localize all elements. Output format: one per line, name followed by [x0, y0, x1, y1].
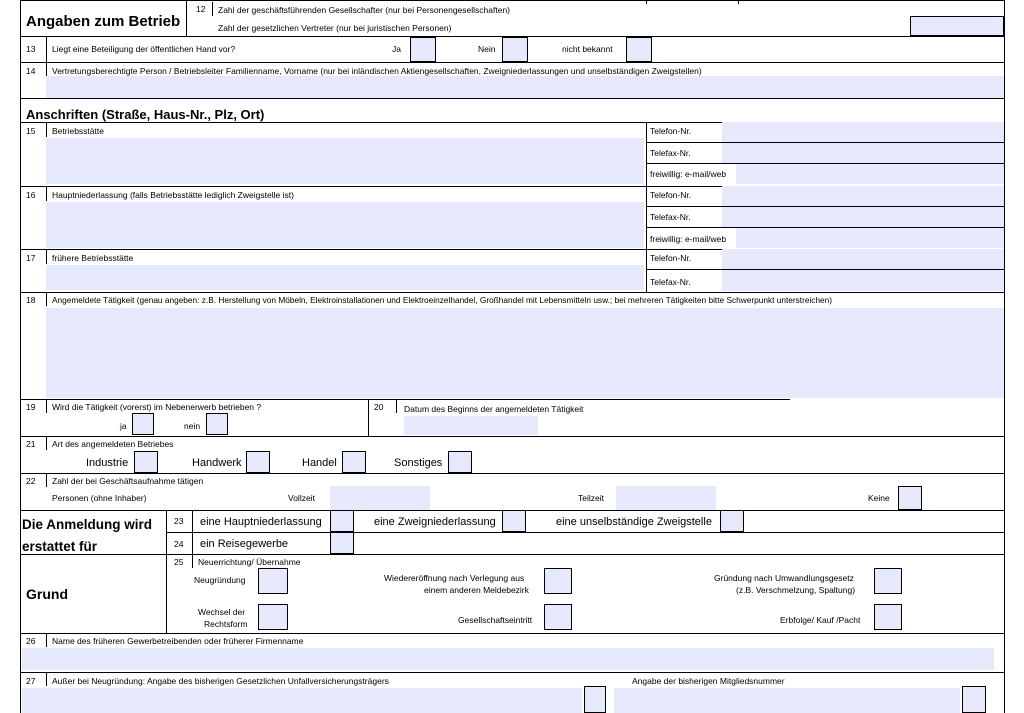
field-number: 24 — [174, 539, 184, 549]
label-22: Zahl der bei Geschäftsaufnahme tätigen — [52, 476, 204, 486]
label-erbfolge: Erbfolge/ Kauf /Pacht — [780, 615, 861, 625]
gesellschaftseintritt-checkbox[interactable] — [544, 604, 572, 630]
row-divider — [20, 554, 1004, 555]
label-telefax: Telefax-Nr. — [650, 277, 691, 287]
betriebsstaette-input[interactable] — [46, 138, 644, 184]
nebenerwerb-ja-checkbox[interactable] — [132, 413, 154, 435]
row-divider — [20, 98, 1004, 99]
field-number: 22 — [26, 476, 36, 486]
label-27: Außer bei Neugründung: Angabe des bisherigen Gesetzlichen Unfallversicherungsträgers — [52, 676, 389, 686]
field-number: 18 — [26, 295, 36, 305]
col-divider — [368, 399, 369, 436]
num-divider — [46, 672, 47, 686]
betrieb-telefax-input[interactable] — [722, 143, 1004, 163]
row-divider — [20, 436, 1004, 437]
left-border — [20, 0, 21, 713]
unfallversicherung-box[interactable] — [584, 686, 606, 713]
num-divider — [46, 473, 47, 487]
num-divider — [46, 633, 47, 647]
betrieb-email-input[interactable] — [736, 164, 1004, 184]
field-number: 19 — [26, 402, 36, 412]
art-industrie-checkbox[interactable] — [134, 451, 158, 473]
num-divider — [396, 399, 397, 413]
oeffentlich-ja-checkbox[interactable] — [410, 37, 436, 62]
label-handwerk: Handwerk — [192, 457, 242, 469]
label-nicht-bekannt: nicht bekannt — [562, 44, 613, 54]
col-divider — [166, 510, 167, 633]
row-divider — [20, 62, 1004, 63]
field-number: 20 — [374, 402, 384, 412]
haupt-telefon-input[interactable] — [722, 186, 1004, 206]
frueherer-name-input[interactable] — [22, 648, 994, 670]
oeffentlich-nein-checkbox[interactable] — [502, 37, 528, 62]
zweigstelle-checkbox[interactable] — [720, 510, 744, 532]
label-reisegewerbe: ein Reisegewerbe — [200, 538, 289, 550]
label-handel: Handel — [302, 457, 337, 469]
vollzeit-input[interactable] — [330, 486, 430, 510]
label-teilzeit: Teilzeit — [578, 493, 604, 503]
row-divider — [20, 399, 790, 400]
field-number: 14 — [26, 66, 36, 76]
num-divider — [46, 399, 47, 413]
label-21: Art des angemeldeten Betriebes — [52, 439, 174, 449]
hauptniederlassung-checkbox[interactable] — [330, 510, 354, 532]
label-vollzeit: Vollzeit — [288, 493, 315, 503]
label-telefax: Telefax-Nr. — [650, 212, 691, 222]
field-number: 23 — [174, 516, 184, 526]
betriebsleiter-input[interactable] — [46, 76, 1004, 98]
label-18: Angemeldete Tätigkeit (genau angeben: z.B. Herstellung von Möbeln, Elektroinstallationen und Elektroeinzelhandel, Großhandel mit Lebensmitteln usw.; bei mehreren Tätigkeiten bitte Schwerpunkt unterstreichen) — [52, 295, 833, 305]
label-wechsel: Wechsel der — [198, 607, 246, 617]
label-wiedereroeffnung: Wiedereröffnung nach Verlegung aus — [384, 573, 525, 583]
label-meldebezirk: einem anderen Meldebezirk — [424, 585, 529, 595]
num-divider — [46, 292, 47, 306]
num-divider — [46, 122, 47, 137]
num-divider — [46, 37, 47, 62]
label-gesellschaftseintritt: Gesellschaftseintritt — [458, 615, 533, 625]
label-sonstiges: Sonstiges — [394, 457, 443, 469]
umwandlung-checkbox[interactable] — [874, 568, 902, 594]
label-email: freiwillig: e-mail/web — [650, 169, 727, 179]
label-12a: Zahl der geschäftsführenden Gesellschafter (nur bei Personengesellschaften) — [218, 5, 511, 15]
oeffentlich-unbekannt-checkbox[interactable] — [626, 37, 652, 62]
label-20: Datum des Beginns der angemeldeten Tätigkeit — [404, 404, 584, 414]
anmeldung-title-2: erstattet für — [22, 539, 98, 554]
grund-title: Grund — [26, 586, 68, 602]
zweigniederlassung-checkbox[interactable] — [502, 510, 526, 532]
label-telefon: Telefon-Nr. — [650, 190, 692, 200]
frueher-telefax-input[interactable] — [722, 270, 1004, 291]
mitgliedsnummer-input[interactable] — [614, 688, 960, 713]
label-nein: nein — [184, 421, 201, 431]
frueher-telefon-input[interactable] — [722, 249, 1004, 269]
hauptniederlassung-input[interactable] — [46, 202, 644, 248]
field-number: 15 — [26, 126, 36, 136]
fruehere-betriebsstaette-input[interactable] — [46, 265, 644, 290]
art-handel-checkbox[interactable] — [342, 451, 366, 473]
unfallversicherung-input[interactable] — [22, 688, 582, 713]
label-verschmelzung: (z.B. Verschmelzung, Spaltung) — [736, 585, 856, 595]
row-divider — [166, 532, 1004, 533]
row-divider — [20, 473, 1004, 474]
col-divider — [646, 0, 647, 4]
num-divider — [46, 186, 47, 201]
vertreter-count-input[interactable] — [910, 16, 1004, 36]
art-handwerk-checkbox[interactable] — [246, 451, 270, 473]
label-nein: Nein — [478, 44, 496, 54]
label-telefax: Telefax-Nr. — [650, 148, 691, 158]
label-16: Hauptniederlassung (falls Betriebsstätte lediglich Zweigstelle ist) — [52, 190, 294, 200]
teilzeit-input[interactable] — [616, 486, 716, 510]
row-divider — [20, 633, 1004, 634]
row-divider — [20, 292, 1004, 293]
col-divider — [646, 122, 647, 292]
right-border — [1004, 0, 1005, 713]
field-number: 12 — [196, 4, 206, 14]
label-keine: Keine — [868, 493, 890, 503]
col-divider — [738, 0, 739, 4]
art-sonstiges-checkbox[interactable] — [448, 451, 472, 473]
label-industrie: Industrie — [86, 457, 129, 469]
field-number: 16 — [26, 190, 36, 200]
label-umwandlung: Gründung nach Umwandlungsgesetz — [714, 573, 854, 583]
keine-checkbox[interactable] — [898, 486, 922, 510]
label-13: Liegt eine Beteiligung der öffentlichen Hand vor? — [52, 44, 236, 54]
num-divider — [192, 554, 193, 568]
label-15: Betriebsstätte — [52, 126, 104, 136]
row-divider — [20, 672, 1004, 673]
wiedereroeffnung-checkbox[interactable] — [544, 568, 572, 594]
field-number: 25 — [174, 557, 184, 567]
field-number: 21 — [26, 439, 36, 449]
num-divider — [212, 2, 213, 16]
haupt-email-input[interactable] — [736, 228, 1004, 248]
neugruendung-checkbox[interactable] — [258, 568, 288, 594]
num-divider — [46, 436, 47, 450]
haupt-telefax-input[interactable] — [722, 207, 1004, 227]
label-19: Wird die Tätigkeit (vorerst) im Nebenerwerb betrieben ? — [52, 402, 262, 412]
field-number: 27 — [26, 676, 36, 686]
label-telefon: Telefon-Nr. — [650, 126, 692, 136]
num-divider — [46, 249, 47, 264]
beginn-datum-input[interactable] — [404, 416, 538, 435]
erbfolge-checkbox[interactable] — [874, 604, 902, 630]
section-title-anschriften: Anschriften (Straße, Haus-Nr., Plz, Ort) — [26, 107, 265, 122]
label-personen: Personen (ohne Inhaber) — [52, 493, 147, 503]
label-zweigstelle: eine unselbständige Zweigstelle — [556, 516, 712, 528]
section-title-betrieb: Angaben zum Betrieb — [26, 13, 181, 30]
label-12b: Zahl der gesetzlichen Vertreter (nur bei juristischen Personen) — [218, 23, 452, 33]
top-border — [20, 0, 1004, 1]
label-14: Vertretungsberechtigte Person / Betriebsleiter Familienname, Vorname (nur bei inländischen Aktiengesellschaften, Zweigniederlassungen und unselbständigen Zweigstellen) — [52, 66, 702, 76]
anmeldung-title: Die Anmeldung wird — [22, 517, 153, 532]
label-email: freiwillig: e-mail/web — [650, 234, 727, 244]
label-neuerrichtung: Neuerrichtung/ Übernahme — [198, 557, 301, 567]
label-mitgliedsnummer: Angabe der bisherigen Mitgliedsnummer — [632, 676, 785, 686]
mitgliedsnummer-box[interactable] — [962, 686, 986, 713]
label-rechtsform: Rechtsform — [204, 619, 248, 629]
taetigkeit-input[interactable] — [46, 308, 1004, 398]
reisegewerbe-checkbox[interactable] — [330, 532, 354, 554]
label-ja: ja — [120, 421, 127, 431]
label-hauptniederlassung: eine Hauptniederlassung — [200, 516, 322, 528]
betrieb-telefon-input[interactable] — [722, 122, 1004, 142]
field-number: 26 — [26, 636, 36, 646]
num-divider — [46, 62, 47, 77]
label-telefon: Telefon-Nr. — [650, 253, 692, 263]
label-neugruendung: Neugründung — [194, 575, 246, 585]
field-number: 13 — [26, 44, 36, 54]
nebenerwerb-nein-checkbox[interactable] — [206, 413, 228, 435]
label-26: Name des früheren Gewerbetreibenden oder früherer Firmenname — [52, 636, 304, 646]
col-divider — [186, 0, 187, 36]
rechtsform-checkbox[interactable] — [258, 604, 288, 630]
label-ja: Ja — [392, 44, 401, 54]
label-17: frühere Betriebsstätte — [52, 253, 134, 263]
label-zweigniederlassung: eine Zweigniederlassung — [374, 516, 496, 528]
field-number: 17 — [26, 253, 36, 263]
